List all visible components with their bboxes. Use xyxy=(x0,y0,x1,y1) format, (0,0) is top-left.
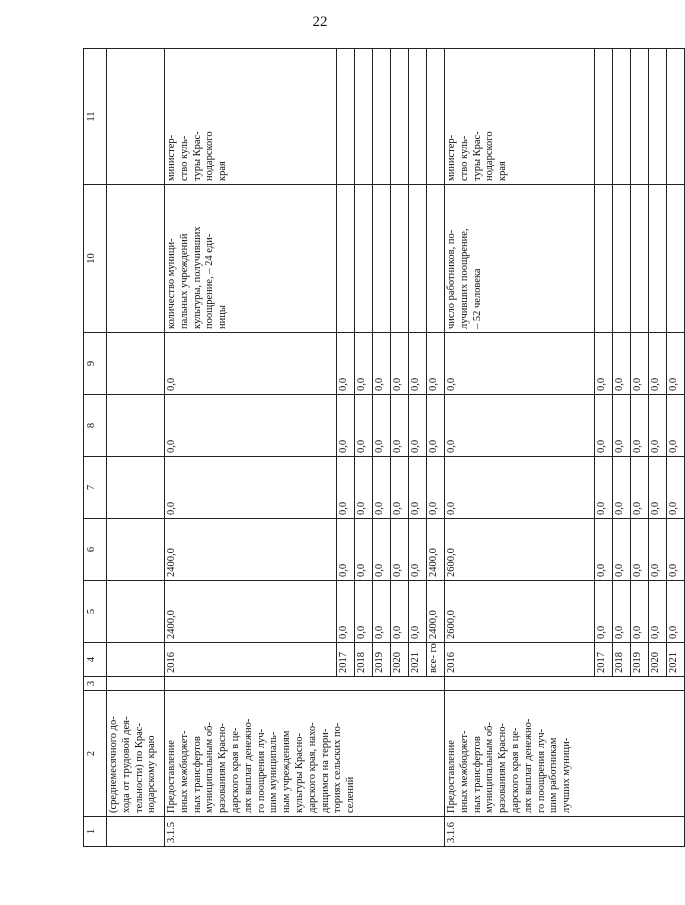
page-number: 22 xyxy=(312,14,328,30)
empty-cell xyxy=(373,185,391,333)
measure-code: 3.1.6 xyxy=(445,817,685,847)
amount-cell: 2400,0 xyxy=(165,581,337,643)
amount-cell: 2400,0 xyxy=(165,519,337,581)
empty-cell xyxy=(337,49,355,185)
program-measures-table xyxy=(83,48,685,847)
amount-cell: 0,0 xyxy=(391,333,409,395)
measure-description: Предоставление иных межбюджет- ных трансфертов муниципальным об- разованиям Красно- дарского края в це- лях выплат денежно- го поощрения луч- шим работникам лучших муници- xyxy=(445,691,685,817)
empty-cell xyxy=(613,49,631,185)
empty-cell xyxy=(427,49,445,185)
empty-cell xyxy=(409,49,427,185)
amount-cell: 0,0 xyxy=(613,457,631,519)
amount-cell: 0,0 xyxy=(595,395,613,457)
amount-cell: 0,0 xyxy=(337,457,355,519)
amount-cell: 2600,0 xyxy=(445,581,595,643)
year-cell: все- го xyxy=(427,643,445,677)
responsible-executor: министер- ство куль- туры Крас- нодарского края xyxy=(445,49,595,185)
empty-cell xyxy=(107,457,165,519)
amount-cell: 0,0 xyxy=(427,457,445,519)
year-cell: 2018 xyxy=(613,643,631,677)
rotated-table-sheet xyxy=(83,49,679,847)
column-header: 6 xyxy=(84,519,107,581)
year-cell: 2019 xyxy=(373,643,391,677)
result-indicator: число работников, по- лучивших поощрение, – 52 человека xyxy=(445,185,595,333)
amount-cell: 2400,0 xyxy=(427,519,445,581)
measure-description: Предоставление иных межбюджет- ных трансфертов муниципальным об- разованиям Красно- дарского края в це- лях выплат денежно- го поощрения луч- шим муниципаль- ным учреждениям культуры Красно- дарского края, нахо- дящимся на терри- ториях сельских по- селений xyxy=(165,691,445,817)
amount-cell: 0,0 xyxy=(337,395,355,457)
amount-cell: 0,0 xyxy=(165,457,337,519)
empty-cell xyxy=(427,185,445,333)
year-cell: 2020 xyxy=(649,643,667,677)
amount-cell: 0,0 xyxy=(667,395,685,457)
amount-cell: 0,0 xyxy=(409,333,427,395)
amount-cell: 0,0 xyxy=(595,519,613,581)
year-cell: 2021 xyxy=(667,643,685,677)
amount-cell: 2600,0 xyxy=(445,519,595,581)
continuation-row xyxy=(107,49,165,847)
amount-cell: 0,0 xyxy=(391,581,409,643)
amount-cell: 0,0 xyxy=(337,519,355,581)
year-cell: 2020 xyxy=(391,643,409,677)
empty-cell xyxy=(595,49,613,185)
empty-cell xyxy=(631,185,649,333)
column-header: 1 xyxy=(84,817,107,847)
year-cell: 2017 xyxy=(595,643,613,677)
amount-cell: 0,0 xyxy=(595,457,613,519)
empty-cell xyxy=(391,49,409,185)
empty-cell xyxy=(107,643,165,677)
amount-cell: 0,0 xyxy=(649,333,667,395)
column-header: 9 xyxy=(84,333,107,395)
amount-cell: 0,0 xyxy=(631,457,649,519)
amount-cell: 0,0 xyxy=(355,333,373,395)
year-cell: 2017 xyxy=(337,643,355,677)
empty-cell xyxy=(667,185,685,333)
empty-cell xyxy=(649,185,667,333)
year-cell: 2021 xyxy=(409,643,427,677)
empty-cell xyxy=(107,333,165,395)
amount-cell: 0,0 xyxy=(355,395,373,457)
empty-cell xyxy=(355,49,373,185)
measure-row xyxy=(445,49,595,847)
empty-cell xyxy=(107,395,165,457)
column-header: 5 xyxy=(84,581,107,643)
amount-cell: 0,0 xyxy=(445,457,595,519)
amount-cell: 0,0 xyxy=(667,333,685,395)
measure-row xyxy=(165,49,337,847)
amount-cell: 0,0 xyxy=(355,457,373,519)
amount-cell: 0,0 xyxy=(667,581,685,643)
empty-cell xyxy=(391,185,409,333)
empty-cell xyxy=(355,185,373,333)
amount-cell: 0,0 xyxy=(337,333,355,395)
empty-cell xyxy=(107,677,165,691)
amount-cell: 0,0 xyxy=(613,333,631,395)
empty-cell xyxy=(409,185,427,333)
amount-cell: 0,0 xyxy=(337,581,355,643)
amount-cell: 0,0 xyxy=(373,519,391,581)
empty-cell xyxy=(165,677,445,691)
column-header: 2 xyxy=(84,691,107,817)
column-header: 4 xyxy=(84,643,107,677)
column-number-row xyxy=(84,49,107,847)
empty-cell xyxy=(337,185,355,333)
year-cell: 2016 xyxy=(165,643,337,677)
amount-cell: 0,0 xyxy=(595,581,613,643)
amount-cell: 0,0 xyxy=(391,457,409,519)
empty-cell xyxy=(649,49,667,185)
year-cell: 2018 xyxy=(355,643,373,677)
amount-cell: 0,0 xyxy=(595,333,613,395)
column-header: 3 xyxy=(84,677,107,691)
amount-cell: 0,0 xyxy=(613,519,631,581)
amount-cell: 0,0 xyxy=(445,395,595,457)
column-header: 10 xyxy=(84,185,107,333)
amount-cell: 0,0 xyxy=(631,519,649,581)
amount-cell: 0,0 xyxy=(631,581,649,643)
column-header: 11 xyxy=(84,49,107,185)
result-indicator: количество муници- пальных учреждений культуры, получивших поощрение, – 24 еди- ницы xyxy=(165,185,337,333)
responsible-executor: министер- ство куль- туры Крас- нодарского края xyxy=(165,49,337,185)
amount-cell: 0,0 xyxy=(373,457,391,519)
empty-cell xyxy=(373,49,391,185)
amount-cell: 0,0 xyxy=(649,581,667,643)
amount-cell: 0,0 xyxy=(391,519,409,581)
continuation-text: (среднемесячного до- хода от трудовой дея- тельности) по Крас- нодарскому краю xyxy=(107,691,165,817)
amount-cell: 0,0 xyxy=(649,395,667,457)
amount-cell: 2400,0 xyxy=(427,581,445,643)
amount-cell: 0,0 xyxy=(165,333,337,395)
empty-cell xyxy=(107,49,165,185)
amount-cell: 0,0 xyxy=(355,581,373,643)
year-cell: 2019 xyxy=(631,643,649,677)
amount-cell: 0,0 xyxy=(649,519,667,581)
amount-cell: 0,0 xyxy=(631,333,649,395)
empty-cell xyxy=(613,185,631,333)
amount-cell: 0,0 xyxy=(427,333,445,395)
amount-cell: 0,0 xyxy=(165,395,337,457)
empty-cell xyxy=(445,677,685,691)
amount-cell: 0,0 xyxy=(667,457,685,519)
measure-code: 3.1.5 xyxy=(165,817,445,847)
amount-cell: 0,0 xyxy=(667,519,685,581)
column-header: 7 xyxy=(84,457,107,519)
amount-cell: 0,0 xyxy=(409,457,427,519)
empty-cell xyxy=(107,519,165,581)
amount-cell: 0,0 xyxy=(427,395,445,457)
amount-cell: 0,0 xyxy=(373,581,391,643)
amount-cell: 0,0 xyxy=(355,519,373,581)
amount-cell: 0,0 xyxy=(409,519,427,581)
empty-cell xyxy=(667,49,685,185)
amount-cell: 0,0 xyxy=(391,395,409,457)
column-header: 8 xyxy=(84,395,107,457)
amount-cell: 0,0 xyxy=(613,581,631,643)
empty-cell xyxy=(107,817,165,847)
empty-cell xyxy=(595,185,613,333)
amount-cell: 0,0 xyxy=(409,581,427,643)
amount-cell: 0,0 xyxy=(409,395,427,457)
empty-cell xyxy=(107,581,165,643)
amount-cell: 0,0 xyxy=(649,457,667,519)
empty-cell xyxy=(107,185,165,333)
amount-cell: 0,0 xyxy=(613,395,631,457)
amount-cell: 0,0 xyxy=(373,395,391,457)
amount-cell: 0,0 xyxy=(631,395,649,457)
year-cell: 2016 xyxy=(445,643,595,677)
amount-cell: 0,0 xyxy=(445,333,595,395)
empty-cell xyxy=(631,49,649,185)
amount-cell: 0,0 xyxy=(373,333,391,395)
